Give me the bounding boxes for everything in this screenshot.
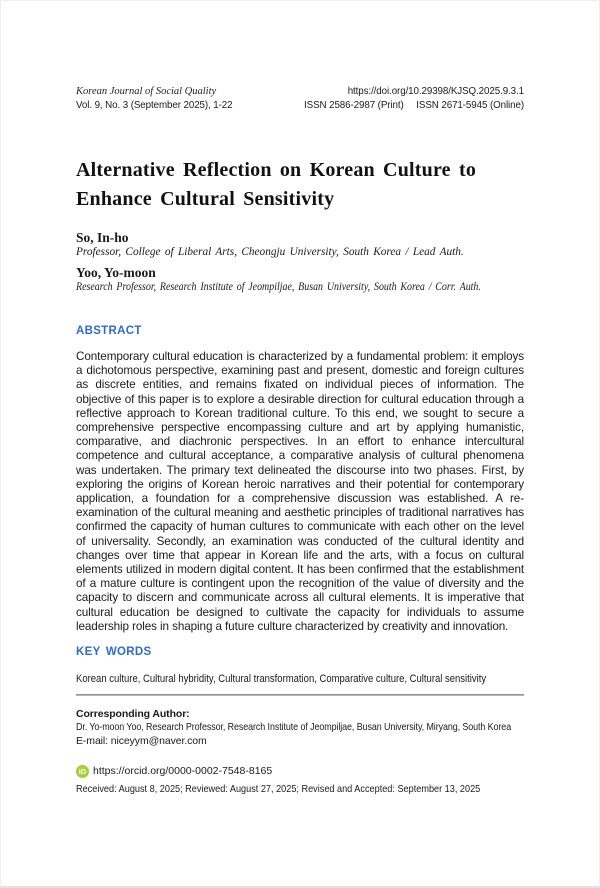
corresponding-author-email[interactable]: E-mail: niceyym@naver.com [76,734,207,747]
orcid-link[interactable]: https://orcid.org/0000-0002-7548-8165 [93,765,273,778]
doi-link[interactable]: https://doi.org/10.29398/KJSQ.2025.9.3.1 [347,86,524,97]
author-list [76,230,524,295]
author-affiliation: Professor, College of Liberal Arts, Cheongju University, South Korea / Lead Auth. [76,246,464,258]
author-name: So, In-ho [76,230,129,245]
article-title-line-2: Enhance Cultural Sensitivity [76,188,335,210]
article-title [76,156,524,214]
journal-name: Korean Journal of Social Quality [76,86,217,97]
orcid-row [76,765,524,778]
article-history-dates: Received: August 8, 2025; Reviewed: August 27, 2025; Revised and Accepted: September 13, 2025 [76,783,481,796]
abstract-text: Contemporary cultural education is characterized by a fundamental problem: it employs a dichotomous perspective, examining past and present, domestic and foreign cultures as discrete entities, and remains fixated on individual pieces of information. The objective of this paper is to explore a desirable direction for cultural education through a reflective approach to Korean traditional culture. To this end, we sought to secure a comprehensive perspective encompassing culture and art by applying humanistic, comparative, and diachronic perspectives. In an effort to enhance intercultural competence and cultural acceptance, a comparative analysis of cultural phenomena was undertaken. The primary text delineated the discourse into two phases. First, by exploring the origins of Korean heroic narratives and their potential for contemporary application, a foundation for a comprehensive discussion was established. A re-examination of the cultural meaning and aesthetic principles of traditional narratives has confirmed the capacity of human cultures to communicate with each other on the level of universality. Secondly, an examination was conducted of the cultural identity and changes over time that appear in Korean life and the arts, with a focus on cultural elements utilized in modern digital content. It has been confirmed that the establishment of a mature culture is contingent upon the recognition of the value of diversity and the capacity to discern and communicate across all cultural elements. It is imperative that cultural education be designed to cultivate the capacity for individuals to assume leadership roles in shaping a future culture characterized by creativity and innovation. [76,350,524,633]
corresponding-author-details: Dr. Yo-moon Yoo, Research Professor, Research Institute of Jeompiljae, Busan University, Miryang, South Korea [76,721,512,734]
corresponding-author-block [76,708,524,749]
journal-header-right [304,85,524,112]
issn-print: ISSN 2586-2987 (Print) [304,100,404,111]
author-block-2 [76,265,524,295]
author-name: Yoo, Yo-moon [76,265,156,280]
corresponding-author-label: Corresponding Author: [76,707,190,720]
author-block-1 [76,230,524,260]
keywords-list: Korean culture, Cultural hybridity, Cultural transformation, Comparative culture, Cultural sensitivity [76,672,487,685]
author-affiliation: Research Professor, Research Institute of Jeompiljae, Busan University, South Korea / Corr. Auth. [76,281,481,293]
issn-online: ISSN 2671-5945 (Online) [416,100,524,111]
orcid-icon: iD [76,765,89,778]
footnote-divider [76,694,524,696]
article-title-line-1: Alternative Reflection on Korean Culture to [76,159,477,181]
abstract-heading: ABSTRACT [76,325,142,337]
journal-header [76,85,524,112]
volume-issue-info: Vol. 9, No. 3 (September 2025), 1-22 [76,100,233,111]
issn-line [304,99,524,112]
keywords-heading: KEY WORDS [76,645,152,658]
journal-header-left [76,85,233,112]
